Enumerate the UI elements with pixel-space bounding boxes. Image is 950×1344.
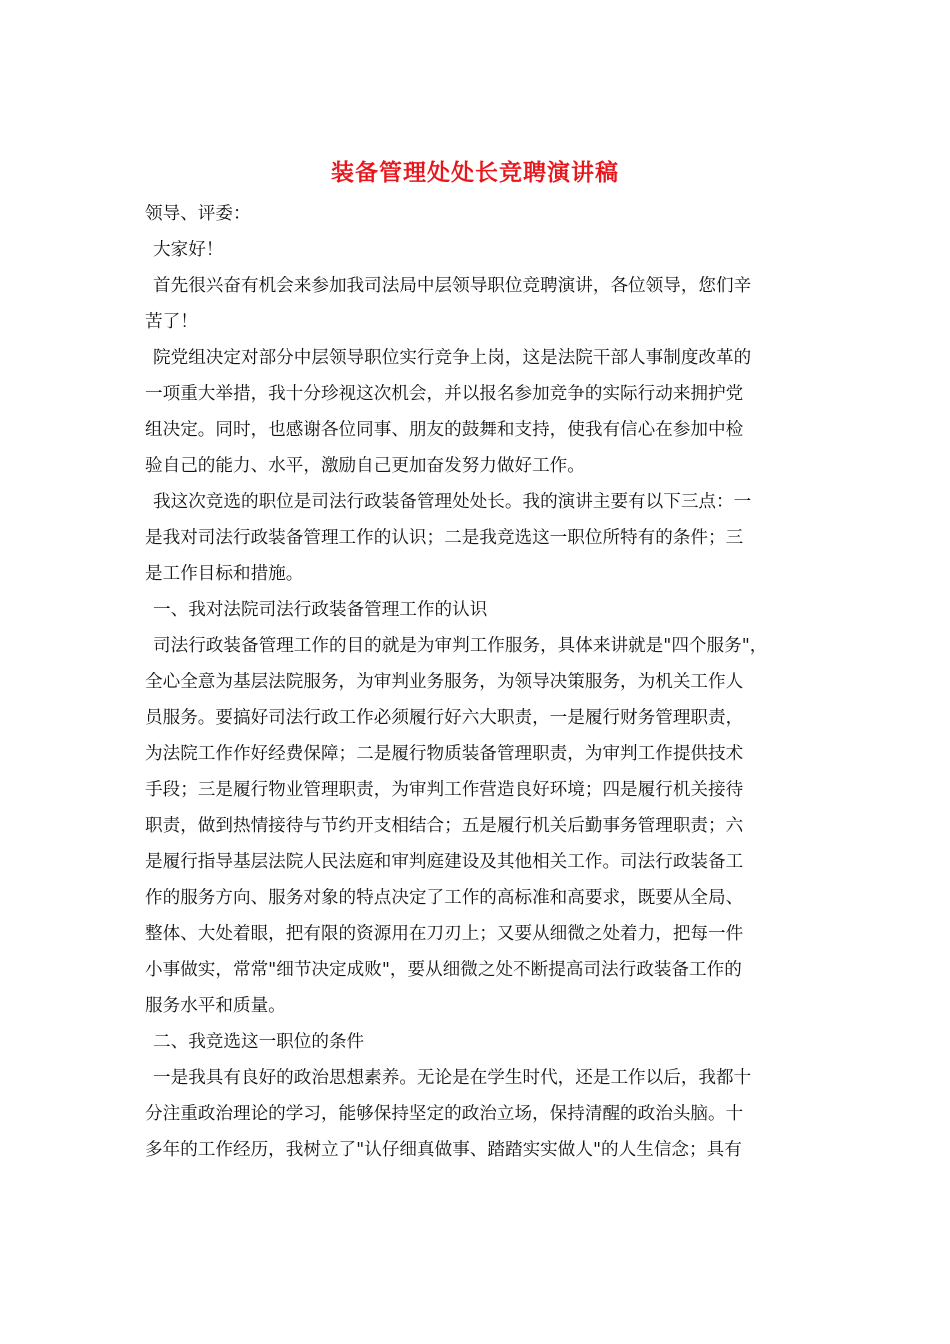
text-line: 全心全意为基层法院服务，为审判业务服务，为领导决策服务，为机关工作人	[145, 672, 744, 692]
text-line: 组决定。同时，也感谢各位同事、朋友的鼓舞和支持，使我有信心在参加中检	[145, 420, 744, 440]
text-line: 是我对司法行政装备管理工作的认识；二是我竞选这一职位所特有的条件；三	[145, 528, 744, 548]
text-line: 我这次竞选的职位是司法行政装备管理处处长。我的演讲主要有以下三点：一	[153, 492, 752, 512]
text-line: 一是我具有良好的政治思想素养。无论是在学生时代，还是工作以后，我都十	[153, 1068, 752, 1088]
text-line: 多年的工作经历，我树立了"认仔细真做事、踏踏实实做人"的人生信念；具有	[145, 1140, 742, 1160]
text-line: 司法行政装备管理工作的目的就是为审判工作服务，具体来讲就是"四个服务"，	[153, 636, 768, 656]
text-line: 服务水平和质量。	[145, 996, 286, 1016]
text-line: 二、我竞选这一职位的条件	[153, 1032, 365, 1052]
text-line: 院党组决定对部分中层领导职位实行竞争上岗，这是法院干部人事制度改革的	[153, 348, 752, 368]
text-line: 员服务。要搞好司法行政工作必须履行好六大职责，一是履行财务管理职责，	[145, 708, 744, 728]
text-line: 整体、大处着眼，把有限的资源用在刀刃上；又要从细微之处着力，把每一件	[145, 924, 744, 944]
text-line: 大家好！	[153, 240, 224, 260]
document-title: 装备管理处处长竞聘演讲稿	[331, 160, 619, 186]
text-line: 分注重政治理论的学习，能够保持坚定的政治立场，保持清醒的政治头脑。十	[145, 1104, 744, 1124]
text-line: 苦了！	[145, 312, 198, 332]
text-line: 一、我对法院司法行政装备管理工作的认识	[153, 600, 488, 620]
text-line: 是工作目标和措施。	[145, 564, 304, 584]
text-line: 作的服务方向、服务对象的特点决定了工作的高标准和高要求，既要从全局、	[145, 888, 744, 908]
text-line: 是履行指导基层法院人民法庭和审判庭建设及其他相关工作。司法行政装备工	[145, 852, 744, 872]
text-line: 小事做实，常常"细节决定成败"，要从细微之处不断提高司法行政装备工作的	[145, 960, 742, 980]
text-line: 为法院工作作好经费保障；二是履行物质装备管理职责，为审判工作提供技术	[145, 744, 744, 764]
text-line: 手段；三是履行物业管理职责，为审判工作营造良好环境；四是履行机关接待	[145, 780, 744, 800]
text-line: 一项重大举措，我十分珍视这次机会，并以报名参加竞争的实际行动来拥护党	[145, 384, 744, 404]
text-line: 验自己的能力、水平，激励自己更加奋发努力做好工作。	[145, 456, 585, 476]
document-body	[145, 196, 805, 1168]
text-line: 领导、评委：	[145, 204, 251, 224]
text-line: 首先很兴奋有机会来参加我司法局中层领导职位竞聘演讲，各位领导，您们辛	[153, 276, 752, 296]
text-line: 职责，做到热情接待与节约开支相结合；五是履行机关后勤事务管理职责；六	[145, 816, 744, 836]
